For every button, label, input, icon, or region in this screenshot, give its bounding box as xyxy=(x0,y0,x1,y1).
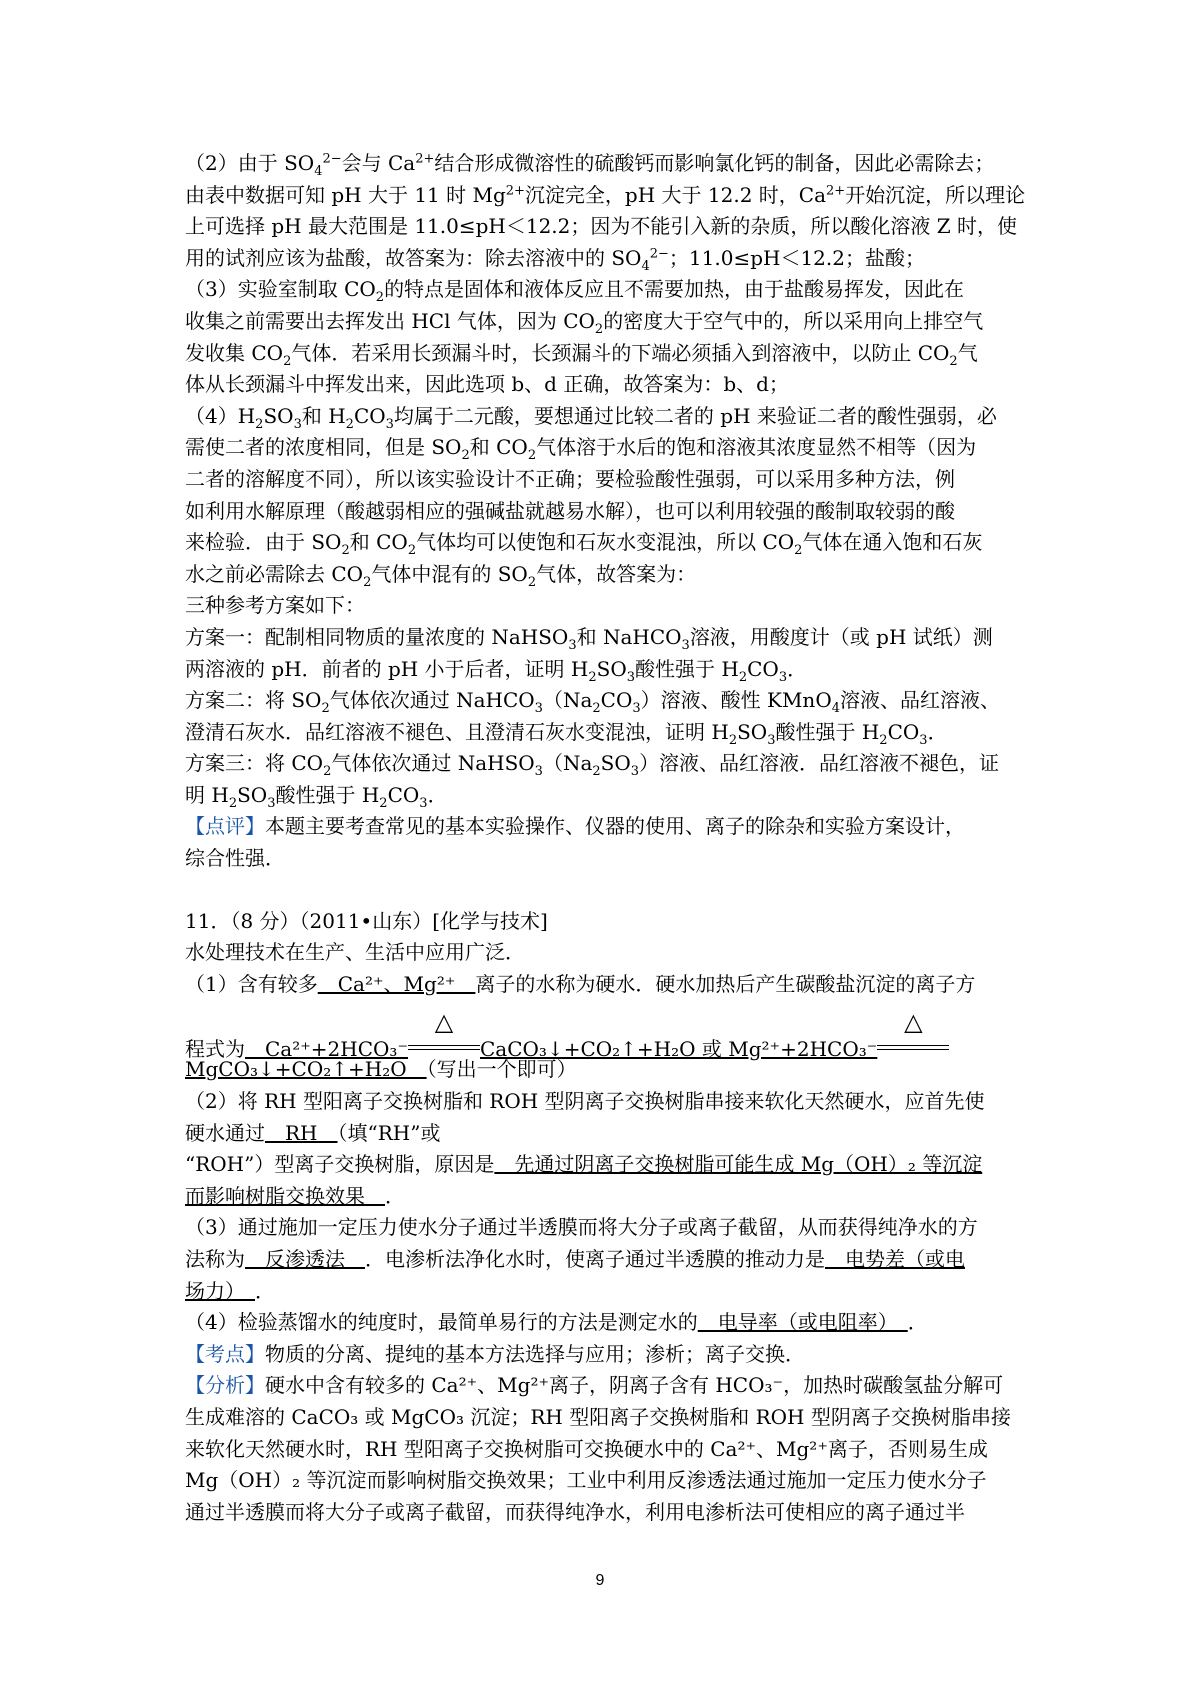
answer-4-line-4: 如利用水解原理（酸越弱相应的强碱盐就越易水解），也可以利用较强的酸制取较弱的酸 xyxy=(185,498,955,523)
answer-2-line-3: 上可选择 pH 最大范围是 11.0≤pH＜12.2；因为不能引入新的杂质，所以酸化溶液 Z 时，使 xyxy=(185,214,1017,239)
question-11-part-3-line-2: 法称为 反渗透法 ．电渗析法净化水时，使离子通过半透膜的推动力是 电势差（或电 xyxy=(185,1247,965,1271)
spacer xyxy=(185,875,1015,906)
equation-line-2: MgCO₃↓+CO₂↑+H₂O （写出一个即可） xyxy=(185,1057,577,1082)
equation-line: 程式为 Ca²⁺+2HCO₃⁻ △ CaCO₃↓+CO₂↑+H₂O 或 Mg²⁺+2HCO₃⁻ △ xyxy=(185,1000,1015,1054)
answer-3-line-2: 收集之前需要出去挥发出 HCl 气体，因为 $CO_2$的密度大于空气中的，所以采用向上排空气 xyxy=(185,308,984,337)
answer-blank: CaCO₃↓+CO₂↑+H₂O 或 Mg²⁺+2HCO₃⁻ xyxy=(480,1037,878,1062)
analysis-line-4: Mg（OH）₂ 等沉淀而影响树脂交换效果；工业中利用反渗透法通过施加一定压力使水分子 xyxy=(185,1468,987,1493)
answer-4-line-2: 需使二者的浓度相同，但是 $SO_2$和 $CO_2$气体溶于水后的饱和溶液其浓度显然不相等（因为 xyxy=(185,435,977,464)
answer-blank: Ca²⁺、Mg²⁺ xyxy=(317,971,476,996)
plan-3-line-2: 明 $H_2SO_3$酸性强于 $H_2CO_3$． xyxy=(185,782,448,811)
answer-3-line-1: （3）实验室制取 $CO_2$的特点是固体和液体反应且不需要加热，由于盐酸易挥发，因此在 xyxy=(185,277,965,306)
analysis-line-2: 生成难溶的 CaCO₃ 或 MgCO₃ 沉淀；RH 型阳离子交换树脂和 ROH 型阴离子交换树脂串接 xyxy=(185,1404,1011,1429)
analysis-line-3: 来软化天然硬水时，RH 型阳离子交换树脂可交换硬水中的 Ca²⁺、Mg²⁺离子，否则易生成 xyxy=(185,1436,988,1461)
document-body xyxy=(185,148,1026,1528)
review-line-1: 【点评】本题主要考查常见的基本实验操作、仪器的使用、离子的除杂和实验方案设计， xyxy=(185,814,965,839)
answer-blank: 场力） xyxy=(185,1278,255,1303)
answer-blank: 反渗透法 xyxy=(245,1247,365,1271)
heat-condition-symbol: △ xyxy=(408,1022,480,1056)
knowledge-point-line: 【考点】物质的分离、提纯的基本方法选择与应用；渗析；离子交换． xyxy=(185,1341,805,1366)
analysis-line-5: 通过半透膜而将大分子或离子截留，而获得纯净水，利用电渗析法可使相应的离子通过半 xyxy=(185,1499,965,1524)
plan-2-line-1: 方案二：将 $SO_2$气体依次通过 $NaHCO_3(Na_2CO_3)$溶液、酸性 KMnO$_4$溶液、品红溶液、 xyxy=(185,688,1000,717)
answer-blank: 电势差（或电 xyxy=(825,1247,965,1271)
question-11-part-2-line-4: 而影响树脂交换效果 ． xyxy=(185,1183,405,1208)
review-tag: 【点评】 xyxy=(185,814,265,839)
knowledge-point-tag: 【考点】 xyxy=(185,1341,265,1366)
question-11-part-1: （1）含有较多 Ca²⁺、Mg²⁺ 离子的水称为硬水．硬水加热后产生碳酸盐沉淀的离子方 xyxy=(185,971,976,996)
question-11-part-2-line-1: （2）将 RH 型阳离子交换树脂和 ROH 型阴离子交换树脂串接来软化天然硬水，应首先使 xyxy=(185,1089,985,1114)
answer-blank: Ca²⁺+2HCO₃⁻ xyxy=(245,1037,408,1062)
answer-blank: 电导率（或电阻率） xyxy=(697,1310,908,1335)
question-11-header: 11．（8 分）（2011•山东）[化学与技术] xyxy=(185,908,548,933)
answer-4-line-3: 二者的溶解度不同），所以该实验设计不正确；要检验酸性强弱，可以采用多种方法，例 xyxy=(185,466,955,491)
answer-3-line-4: 体从长颈漏斗中挥发出来，因此选项 b、d 正确，故答案为：b、d； xyxy=(185,372,789,397)
plan-1-line-2: 两溶液的 pH．前者的 pH 小于后者，证明 $H_2SO_3$酸性强于 $H_2CO_3$． xyxy=(185,656,808,685)
analysis-tag: 【分析】 xyxy=(185,1373,265,1398)
question-11-part-3-line-3: 场力） ． xyxy=(185,1278,275,1303)
answer-4-line-7: 三种参考方案如下： xyxy=(185,593,365,618)
answer-4-line-1: $(4)H_2SO_3$和 $H_2CO_3$均属于二元酸，要想通过比较二者的 pH 来验证二者的酸性强弱，必 xyxy=(185,403,997,432)
answer-2-line-4: 用的试剂应该为盐酸，故答案为：除去溶液中的 $SO_4^{2-}$；11.0≤pH＜12.2；盐酸； xyxy=(185,245,925,274)
plan-1-line-1: 方案一：配制相同物质的量浓度的 NaHSO$_3$和 NaHCO$_3$溶液，用酸度计（或 pH 试纸）测 xyxy=(185,624,993,653)
heat-condition-symbol: △ xyxy=(877,1022,949,1056)
question-11-part-3-line-1: （3）通过施加一定压力使水分子通过半透膜而将大分子或离子截留，从而获得纯净水的方 xyxy=(185,1215,978,1240)
answer-2-line-1: （2）由于 $SO_4^{2-}$会与 $Ca^{2+}$结合形成微溶性的硫酸钙而影响氯化钙的制备，因此必需除去； xyxy=(185,151,995,179)
question-11-intro: 水处理技术在生产、生活中应用广泛． xyxy=(185,940,525,965)
answer-4-line-6: 水之前必需除去 $CO_2$气体中混有的 $SO_2$气体，故答案为： xyxy=(185,561,697,590)
page-number: 9 xyxy=(595,1572,605,1589)
answer-blank: 而影响树脂交换效果 xyxy=(185,1183,385,1208)
answer-2-line-2: 由表中数据可知 pH 大于 11 时 $Mg^{2+}$沉淀完全，pH 大于 12.2 时，$Ca^{2+}$开始沉淀，所以理论 xyxy=(185,182,1026,207)
answer-4-line-5: 来检验．由于 $SO_2$和 $CO_2$气体均可以使饱和石灰水变混浊，所以 $CO_2$气体在通入饱和石灰 xyxy=(185,530,983,559)
answer-3-line-3: 发收集 $CO_2$气体．若采用长颈漏斗时，长颈漏斗的下端必须插入到溶液中，以防止 $CO_2$气 xyxy=(185,340,978,369)
plan-2-line-2: 澄清石灰水．品红溶液不褪色、且澄清石灰水变混浊，证明 $H_2SO_3$酸性强于 $H_2CO_3$． xyxy=(185,719,948,748)
answer-blank: 先通过阴离子交换树脂可能生成 Mg（OH）₂ 等沉淀 xyxy=(494,1152,983,1177)
answer-blank: MgCO₃↓+CO₂↑+H₂O xyxy=(185,1057,427,1082)
review-line-2: 综合性强． xyxy=(185,846,285,871)
answer-blank: RH xyxy=(265,1120,338,1145)
question-11-part-2-line-2: 硬水通过 RH （填“RH”或 xyxy=(185,1120,441,1145)
plan-3-line-1: 方案三：将 $CO_2$气体依次通过 $NaHSO_3(Na_2SO_3)$溶液、品红溶液．品红溶液不褪色，证 xyxy=(185,751,1000,780)
question-11-part-2-line-3: “ROH”）型离子交换树脂，原因是 先通过阴离子交换树脂可能生成 Mg（OH）₂ 等沉淀 xyxy=(185,1152,983,1177)
question-11-part-4: （4）检验蒸馏水的纯度时，最简单易行的方法是测定水的 电导率（或电阻率） ． xyxy=(185,1310,928,1335)
analysis-line-1: 【分析】硬水中含有较多的 Ca²⁺、Mg²⁺离子，阴离子含有 HCO₃⁻，加热时碳酸氢盐分解可 xyxy=(185,1373,1004,1398)
